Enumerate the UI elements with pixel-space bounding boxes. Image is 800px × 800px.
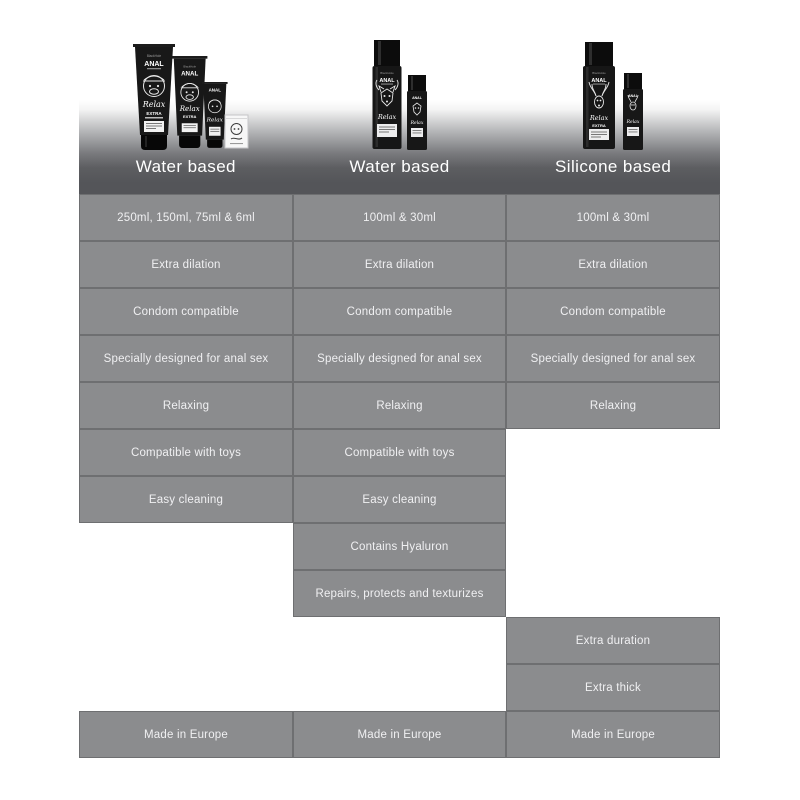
cell-col1-made-in-europe: Made in Europe — [79, 711, 293, 758]
brand-text: BlackHole — [380, 71, 394, 75]
column-header-water-based-1: Water based — [135, 157, 236, 176]
bottle-large-icon — [583, 42, 615, 149]
cell-col1-extra-dilation: Extra dilation — [79, 241, 293, 288]
variant-text: EXTRA — [146, 111, 162, 116]
script-text: Relax — [377, 113, 397, 121]
cell-col3-extra-thick: Extra thick — [506, 664, 720, 711]
cell-col2-repairs: Repairs, protects and texturizes — [293, 570, 506, 617]
cell-col2-hyaluron: Contains Hyaluron — [293, 523, 506, 570]
svg-text:Relax: Relax — [410, 121, 424, 126]
bottle-large-icon — [373, 40, 402, 149]
cell-col2-toys: Compatible with toys — [293, 429, 506, 476]
cell-col1-anal-design: Specially designed for anal sex — [79, 335, 293, 382]
cell-col3-condom-compatible: Condom compatible — [506, 288, 720, 335]
product-photo-tubes — [128, 44, 252, 154]
script-text: Relax — [142, 100, 166, 109]
cell-col1-relaxing: Relaxing — [79, 382, 293, 429]
svg-text:Relax: Relax — [626, 120, 640, 125]
cell-col2-extra-dilation: Extra dilation — [293, 241, 506, 288]
cell-col2-anal-design: Specially designed for anal sex — [293, 335, 506, 382]
product-photo-bottles-water — [370, 40, 432, 152]
brand-text: BlackHole — [592, 71, 606, 75]
bottle-small-icon — [623, 73, 643, 150]
tube-large-icon — [133, 44, 175, 150]
bottle-small-icon — [407, 75, 427, 150]
cell-col2-made-in-europe: Made in Europe — [293, 711, 506, 758]
product-line-text: ANAL — [379, 78, 395, 84]
svg-text:Relax: Relax — [179, 103, 200, 113]
variant-text: EXTRA — [592, 123, 606, 128]
svg-text:ANAL: ANAL — [208, 87, 222, 93]
svg-text:ANAL: ANAL — [628, 94, 638, 98]
svg-text:ANAL: ANAL — [181, 70, 199, 78]
product-line-text: ANAL — [144, 61, 164, 68]
cell-col3-relaxing: Relaxing — [506, 382, 720, 429]
cell-col1-condom-compatible: Condom compatible — [79, 288, 293, 335]
tube-small-icon — [202, 82, 228, 148]
svg-text:ANAL: ANAL — [412, 96, 422, 100]
svg-text:EXTRA: EXTRA — [182, 113, 197, 119]
cell-col3-sizes: 100ml & 30ml — [506, 194, 720, 241]
script-text: Relax — [589, 114, 609, 122]
cell-col1-easy-cleaning: Easy cleaning — [79, 476, 293, 523]
svg-text:Relax: Relax — [206, 117, 223, 124]
feature-comparison-table — [79, 194, 720, 758]
sachet-icon — [225, 115, 248, 148]
svg-text:BlackHole: BlackHole — [183, 64, 197, 69]
column-header-water-based-2: Water based — [349, 157, 450, 176]
cell-col3-anal-design: Specially designed for anal sex — [506, 335, 720, 382]
product-line-text: ANAL — [591, 78, 607, 84]
cell-col2-relaxing: Relaxing — [293, 382, 506, 429]
cell-col3-extra-dilation: Extra dilation — [506, 241, 720, 288]
cell-col3-made-in-europe: Made in Europe — [506, 711, 720, 758]
cell-col2-sizes: 100ml & 30ml — [293, 194, 506, 241]
cell-col1-sizes: 250ml, 150ml, 75ml & 6ml — [79, 194, 293, 241]
cell-col2-easy-cleaning: Easy cleaning — [293, 476, 506, 523]
cell-col3-extra-duration: Extra duration — [506, 617, 720, 664]
product-photo-bottles-silicone — [581, 42, 647, 152]
column-header-silicone-based: Silicone based — [555, 157, 672, 176]
brand-text: BlackHole — [146, 54, 162, 58]
cell-col1-toys: Compatible with toys — [79, 429, 293, 476]
tube-medium-icon — [172, 56, 207, 148]
cell-col2-condom-compatible: Condom compatible — [293, 288, 506, 335]
